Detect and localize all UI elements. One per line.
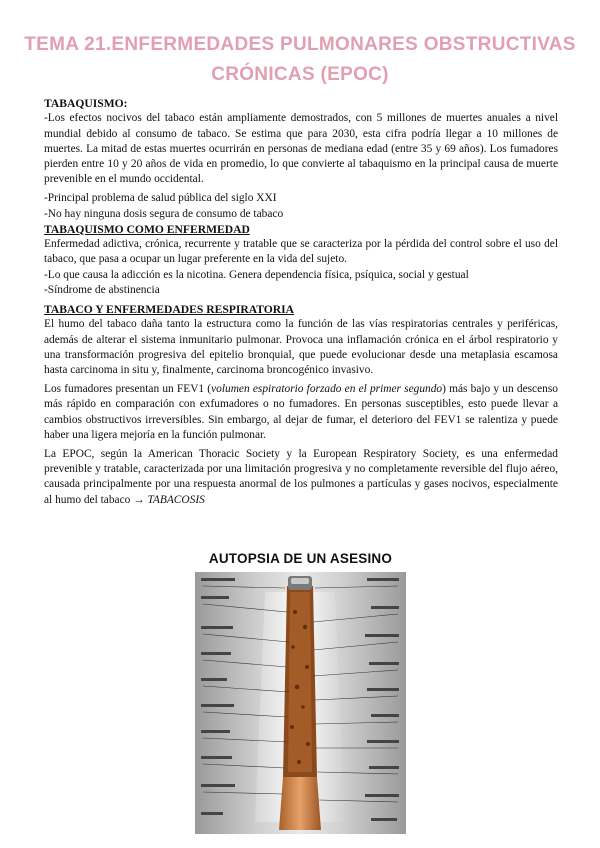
cigarette-filter — [279, 777, 321, 830]
enfermedad-point-1: -Lo que causa la adicción es la nicotina. Genera dependencia física, psíquica, social y gestual — [44, 268, 469, 281]
label-blocks-left — [201, 578, 235, 815]
section-heading-enfermedad: TABAQUISMO COMO ENFERMEDAD — [44, 222, 250, 236]
fev1-text-before: Los fumadores presentan un FEV1 ( — [44, 383, 212, 396]
fev1-text-after: ) más bajo y un descenso más rápido en comparación con exfumadores o no fumadores. En personas susceptibles, esto puede llevar a cambios obstructivos irreversibles. Sin embargo, al dejar de fumar, el deterioro del FEV1 se ralentiza y puede haber una ligera mejoría en la función pulmonar. — [44, 383, 558, 441]
figure-header — [195, 546, 406, 572]
document-body — [44, 96, 558, 508]
enfermedad-paragraph: Enfermedad adictiva, crónica, recurrente y tratable que se caracteriza por la pérdida del control sobre el uso del tabaco, que pasa a ocupar un lugar preferente en la vida del sujeto. — [44, 238, 558, 266]
cigarette-illustration — [195, 572, 406, 834]
enfermedad-point-2: -Síndrome de abstinencia — [44, 283, 160, 296]
fev1-definition: volumen espiratorio forzado en el primer segundo — [211, 383, 443, 396]
tabaquismo-paragraph: -Los efectos nocivos del tabaco están ampliamente demostrados, con 5 millones de muertes anuales a nivel mundial debido al consumo de tabaco. Se estima que para 2030, esta cifra podría llegar a 10 millones de muertes. La mitad de estas muertes ocurrirán en personas de mediana edad (entre 35 y 69 años). Los fumadores pierden entre 10 y 20 años de vida en promedio, lo que convierte al tabaquismo en la principal causa de muerte prevenible en el mundo occidental. — [44, 112, 558, 186]
figure-title: AUTOPSIA DE UN ASESINO — [208, 551, 393, 566]
respiratoria-paragraph-3 — [44, 447, 558, 508]
section-heading-tabaquismo: TABAQUISMO: — [44, 97, 128, 110]
title-line-2: CRÓNICAS (EPOC) — [211, 64, 389, 85]
section-heading-respiratoria: TABACO Y ENFERMEDADES RESPIRATORIA — [44, 303, 295, 317]
tabaquismo-point-2: -No hay ninguna dosis segura de consumo de tabaco — [44, 207, 284, 220]
tabacosis-term: TABACOSIS — [147, 493, 205, 506]
respiratoria-paragraph-1: El humo del tabaco daña tanto la estructura como la función de las vías respiratorias centrales y periféricas, además de alterar el sistema inmunitario pulmonar. Provoca una inflamación crónica en el árbol respiratorio y una transformación progresiva del epitelio bronquial, que puede evolucionar desde una metaplasia escamosa hasta carcinoma in situ y, finalmente, carcinoma broncogénico invasivo. — [44, 318, 558, 377]
autopsia-figure — [195, 546, 406, 834]
epoc-definition-text: La EPOC, según la American Thoracic Society y la European Respiratory Society, es una enfermedad prevenible y tratable, caracterizada por una limitación progresiva y no completamente reversible del flujo aéreo, causada principalmente por una respuesta anormal de los pulmones a partículas y gases nocivos, especialmente al humo del tabaco → — [44, 448, 558, 506]
tabaquismo-point-1: -Principal problema de salud pública del siglo XXI — [44, 192, 277, 205]
respiratoria-paragraph-2 — [44, 382, 558, 443]
title-line-1: TEMA 21.ENFERMEDADES PULMONARES OBSTRUCTIVAS — [24, 34, 576, 55]
document-title — [20, 30, 580, 90]
